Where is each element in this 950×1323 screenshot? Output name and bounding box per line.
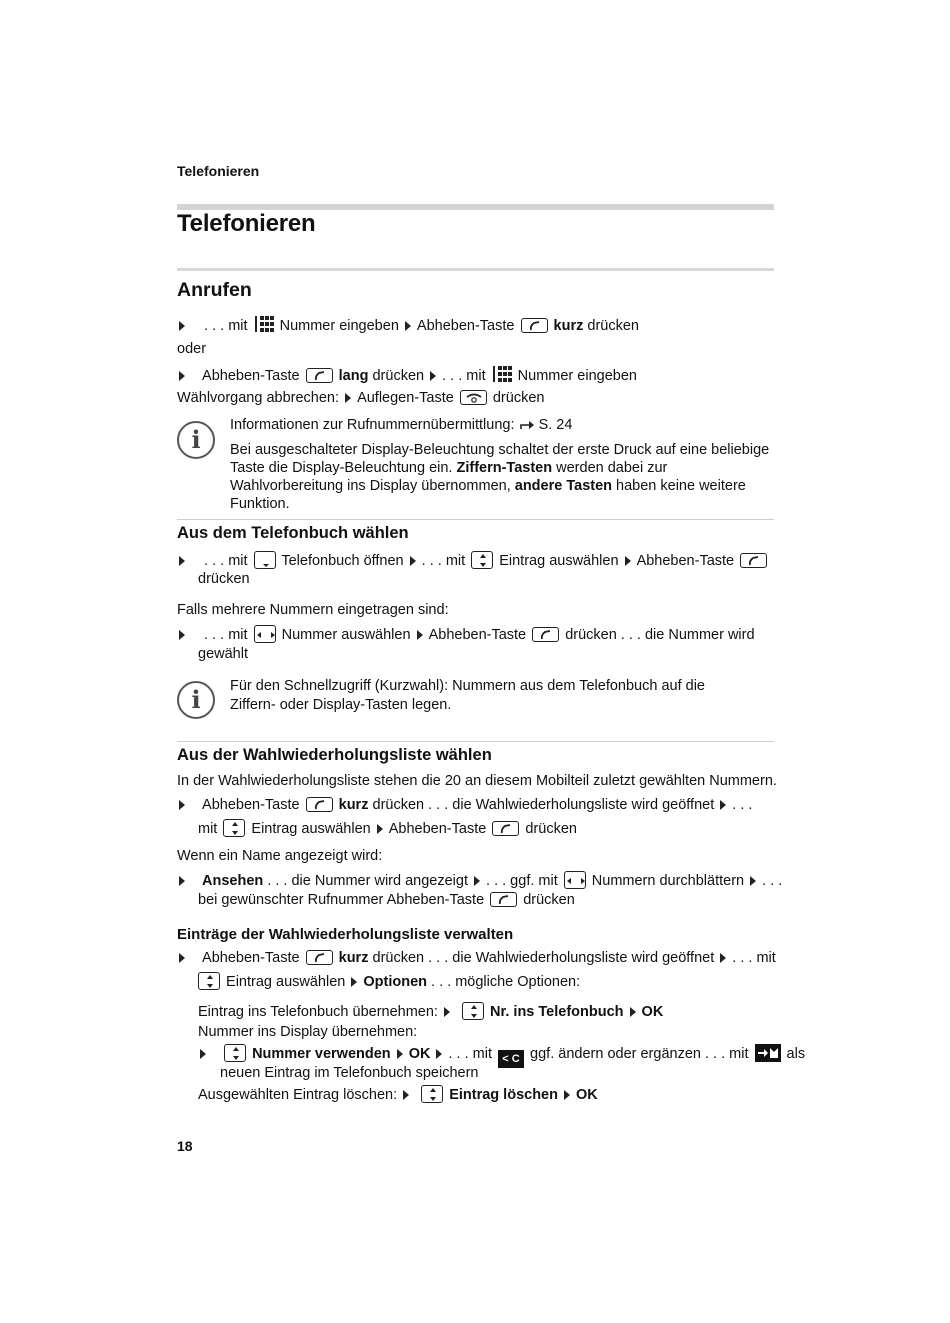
heading-telefonbuch: Aus dem Telefonbuch wählen [177,524,409,542]
nav-updown-key-icon [224,1044,246,1062]
wahlwiederholung-step-2-cont: bei gewünschter Rufnummer Abheben-Taste drücken [198,892,575,908]
info-rufnummer: Informationen zur Rufnummernübermittlung: S. 24 [230,417,573,433]
wahlwiederholung-intro: In der Wahlwiederholungsliste stehen die 20 an diesem Mobilteil zuletzt gewählten Nummern. [177,773,777,789]
option-display: Nummer ins Display übernehmen: [198,1024,418,1040]
step-arrow-icon [345,393,351,403]
talk-key-icon [306,950,333,965]
talk-key-icon [490,892,517,907]
talk-key-icon [306,368,333,383]
verwalten-step-1-cont: Eintrag auswählen Optionen . . . mögliche Optionen: [198,972,580,992]
anrufen-step-2: Abheben-Taste lang drücken . . . mit Nummer eingeben [177,364,637,386]
section-rule [177,741,774,742]
telefonbuch-step-1-cont: drücken [198,571,250,587]
page-number: 18 [177,1138,193,1154]
option-display-step-cont: neuen Eintrag im Telefonbuch speichern [220,1065,479,1081]
info-display-beleuchtung: Bei ausgeschalteter Display-Beleuchtung schaltet der erste Druck auf eine beliebige Taste die Display-Beleuchtung ein. Ziffern-Tasten werden dabei zur Wahlvorbereitung ins Display übernommen, andere Tasten haben keine weitere Funktion. [230,442,770,512]
nav-updown-key-icon [198,972,220,990]
wahlwiederholung-step-2: Ansehen . . . die Nummer wird angezeigt . . . ggf. mit Nummern durchblättern . . . [177,871,782,891]
end-call-key-icon [460,390,487,405]
step-arrow-icon [630,1007,636,1017]
heading-anrufen: Anrufen [177,279,252,301]
step-arrow-icon [403,1090,409,1100]
heading-wahlwiederholung: Aus der Wahlwiederholungsliste wählen [177,746,492,764]
step-arrow-icon [200,1049,206,1059]
section-rule [177,268,774,271]
nav-updown-key-icon [471,551,493,569]
heading-verwalten: Einträge der Wahlwiederholungsliste verwalten [177,926,514,943]
reference-arrow-icon [519,419,535,431]
telefonbuch-step-2: . . . mit Nummer auswählen Abheben-Taste drücken . . . die Nummer wird [177,625,755,645]
step-arrow-icon [417,630,423,640]
nav-updown-key-icon [223,819,245,837]
talk-key-icon [532,627,559,642]
step-arrow-icon [444,1007,450,1017]
step-arrow-icon [625,556,631,566]
keypad-icon [492,364,512,384]
step-arrow-icon [179,876,185,886]
talk-key-icon [521,318,548,333]
step-arrow-icon [179,800,185,810]
running-head: Telefonieren [177,163,260,179]
nav-updown-key-icon [421,1085,443,1103]
nav-leftright-key-icon [254,625,276,643]
step-arrow-icon [405,321,411,331]
step-arrow-icon [474,876,480,886]
keypad-icon [254,314,274,334]
option-telefonbuch: Eintrag ins Telefonbuch übernehmen: Nr. ins Telefonbuch OK [198,1004,664,1020]
talk-key-icon [306,797,333,812]
info-icon: i [177,421,215,459]
delete-key-icon: < C [498,1050,524,1068]
section-rule [177,519,774,520]
step-arrow-icon [179,371,185,381]
nav-down-key-icon [254,551,276,569]
text-oder: oder [177,341,207,357]
step-arrow-icon [179,630,185,640]
anrufen-step-1: . . . mit Nummer eingeben Abheben-Taste kurz drücken [177,314,639,336]
option-display-step: Nummer verwenden OK . . . mit < C ggf. ändern oder ergänzen . . . mit als [198,1044,805,1068]
step-arrow-icon [430,371,436,381]
info-icon: i [177,681,215,719]
abbrechen-line: Wählvorgang abbrechen: Auflegen-Taste drücken [177,390,545,406]
step-arrow-icon [564,1090,570,1100]
info-schnellzugriff: Für den Schnellzugriff (Kurzwahl): Nummern aus dem Telefonbuch auf die Ziffern- oder Display-Tasten legen. [230,678,705,713]
step-arrow-icon [750,876,756,886]
step-arrow-icon [179,556,185,566]
wahlwiederholung-step-1-cont: mit Eintrag auswählen Abheben-Taste drücken [198,821,577,837]
save-key-icon [755,1044,781,1062]
step-arrow-icon [351,977,357,987]
text-falls: Falls mehrere Nummern eingetragen sind: [177,602,449,618]
text-wenn: Wenn ein Name angezeigt wird: [177,848,383,864]
talk-key-icon [740,553,767,568]
step-arrow-icon [179,953,185,963]
step-arrow-icon [720,953,726,963]
step-arrow-icon [397,1049,403,1059]
step-arrow-icon [377,824,383,834]
nav-updown-key-icon [462,1002,484,1020]
talk-key-icon [492,821,519,836]
step-arrow-icon [720,800,726,810]
verwalten-step-1: Abheben-Taste kurz drücken . . . die Wahlwiederholungsliste wird geöffnet . . . mit [177,949,776,968]
wahlwiederholung-step-1: Abheben-Taste kurz drücken . . . die Wahlwiederholungsliste wird geöffnet . . . [177,796,752,815]
step-arrow-icon [179,321,185,331]
step-arrow-icon [410,556,416,566]
telefonbuch-step-1: . . . mit Telefonbuch öffnen . . . mit Eintrag auswählen Abheben-Taste [177,551,769,571]
page-title: Telefonieren [177,210,316,237]
telefonbuch-step-2-cont: gewählt [198,646,248,662]
nav-leftright-key-icon [564,871,586,889]
option-loeschen: Ausgewählten Eintrag löschen: Eintrag löschen OK [198,1087,598,1103]
step-arrow-icon [436,1049,442,1059]
